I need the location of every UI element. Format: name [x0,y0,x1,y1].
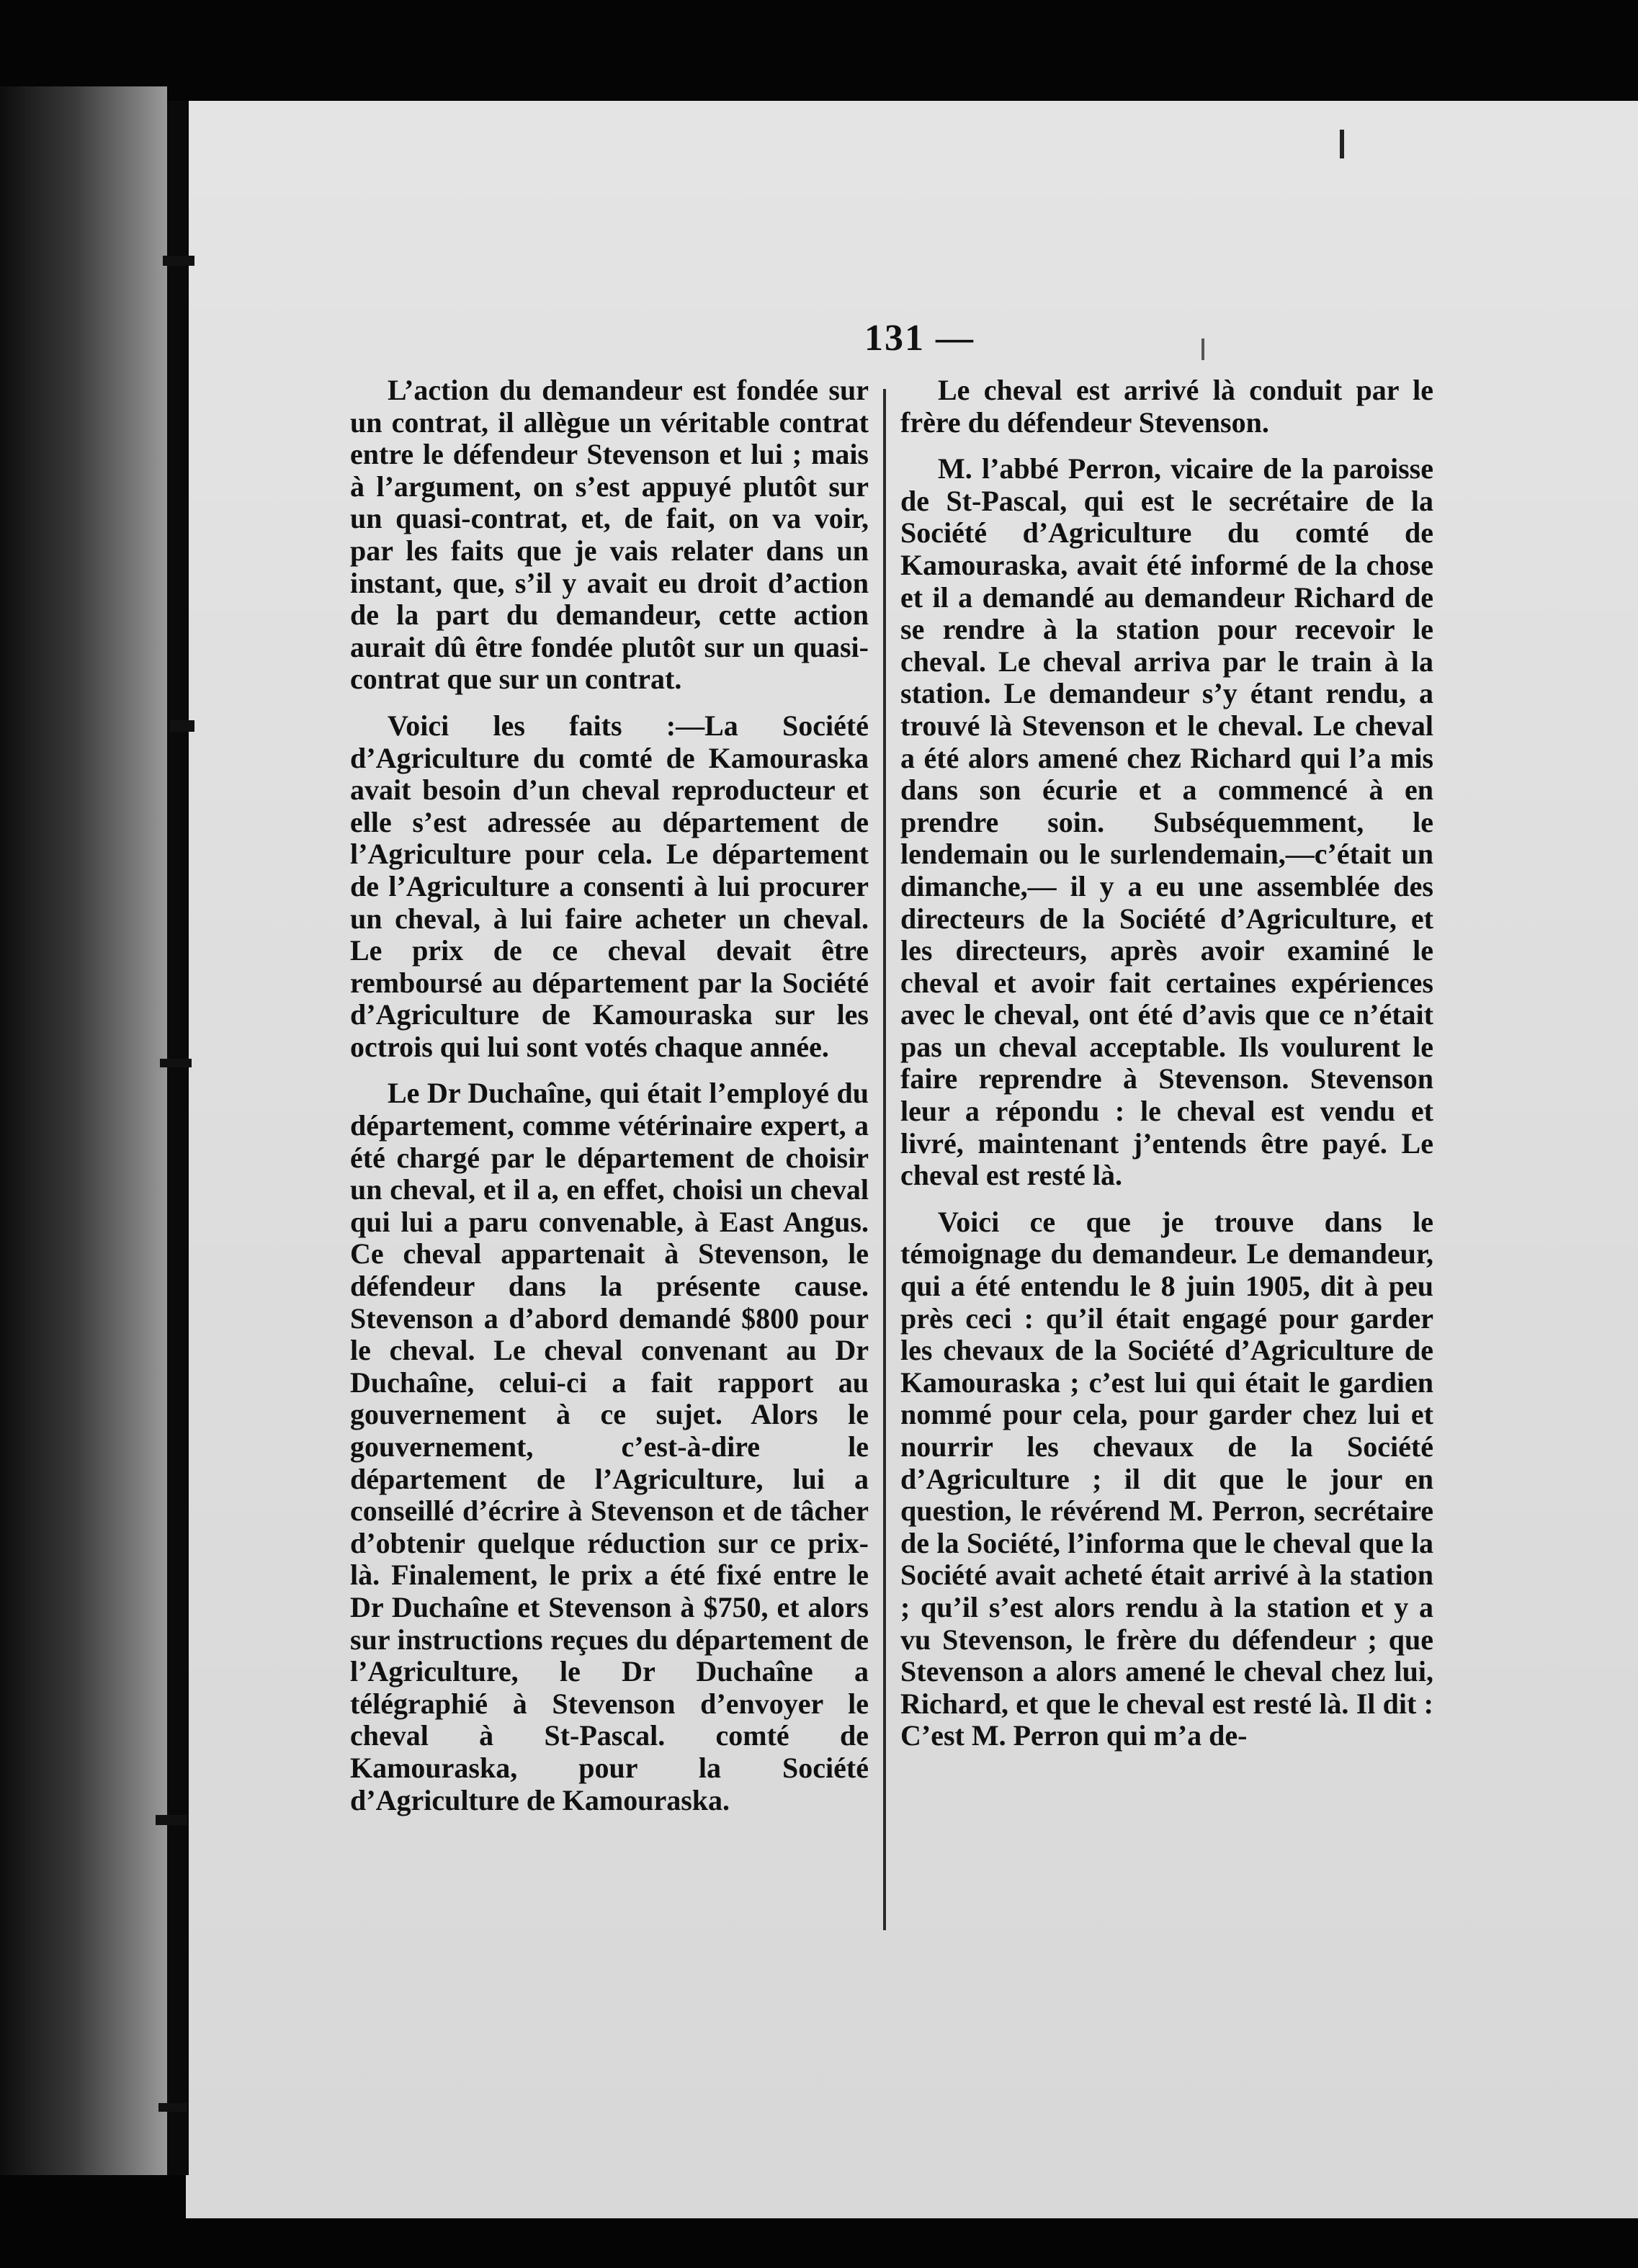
paragraph: Le Dr Duchaîne, qui était l’employé du département, comme vétérinaire expert, a été chargé par le département de choisir un cheval, et il a, en effet, choisi un cheval qui lui a paru convenable, à East Angus. Ce cheval appartenait à Stevenson, le défendeur dans la présente cause. Stevenson a d’abord demandé $800 pour le cheval. Le cheval convenant au Dr Duchaîne, celui-ci a fait rapport au gouvernement à ce sujet. Alors le gouvernement, c’est-à-dire le département de l’Agriculture, lui a conseillé d’écrire à Stevenson et de tâcher d’obtenir quelque réduction sur ce prix-là. Finalement, le prix a été fixé entre le Dr Duchaîne et Stevenson à $750, et alors sur instructions reçues du département de l’Agriculture, le Dr Duchaîne a télégraphié à Stevenson d’envoyer le cheval à St-Pascal. comté de Kamouraska, pour la Société d’Agriculture de Kamouraska. [350,1077,869,1816]
paragraph: Voici ce que je trouve dans le témoignage du demandeur. Le demandeur, qui a été entendu le 8 juin 1905, dit à peu près ceci : qu’il était engagé pour garder les chevaux de la Société d’Agriculture de Kamouraska ; c’est lui qui était le gardien nommé pour cela, pour garder chez lui et nourrir les chevaux de la Société d’Agriculture ; il dit que le jour en question, le révérend M. Perron, secrétaire de la Société, l’informa que le cheval que la Société avait acheté était arrivé à la station ; qu’il s’est alors rendu à la station et y a vu Stevenson, le frère du défendeur ; que Stevenson a alors amené le cheval chez lui, Richard, et que le cheval est resté là. Il dit : C’est M. Perron qui m’a de- [900,1205,1433,1752]
paragraph: Voici les faits :—La Société d’Agriculture du comté de Kamouraska avait besoin d’un cheval reproducteur et elle s’est adressée au département de l’Agriculture pour cela. Le département de l’Agriculture a consenti à lui procurer un cheval, à lui faire acheter un cheval. Le prix de ce cheval devait être remboursé au département par la Société d’Agriculture de Kamouraska sur les octrois qui lui sont votés chaque année. [350,709,869,1063]
left-column [350,375,869,1831]
book-spine [167,101,189,2175]
right-column [900,375,1433,1767]
paragraph: M. l’abbé Perron, vicaire de la paroisse de St-Pascal, qui est le secrétaire de la Société d’Agriculture du comté de Kamouraska, avait été informé de la chose et il a demandé au demandeur Richard de se rendre à la station pour recevoir le cheval. Le cheval arriva par le train à la station. Le demandeur s’y étant rendu, a trouvé là Stevenson et le cheval. Le cheval a été alors amené chez Richard qui l’a mis dans son écurie et a commencé à en prendre soin. Subséquemment, le lendemain ou le surlendemain,—c’était un dimanche,— il y a eu une assemblée des directeurs de la Société d’Agriculture, et les directeurs, après avoir examiné le cheval et avoir fait certaines expériences avec le cheval, ont été d’avis que ce n’était pas un cheval acceptable. Ils voulurent le faire reprendre à Stevenson. Stevenson leur a répondu : le cheval est vendu et livré, maintenant j’entends être payé. Le cheval est resté là. [900,452,1433,1192]
paragraph: Le cheval est arrivé là conduit par le frère du défendeur Stevenson. [900,374,1433,439]
scan-left-margin [0,86,167,2175]
paragraph: L’action du demandeur est fondée sur un contrat, il allègue un véritable contrat entre le défendeur Stevenson et lui ; mais à l’argument, on s’est appuyé plutôt sur un quasi-contrat, et, de fait, on va voir, par les faits que je vais relater dans un instant, que, s’il y avait eu droit d’action de la part du demandeur, cette action aurait dû être fondée plutôt sur un quasi-contrat que sur un contrat. [350,374,869,696]
page-number: 131 — [864,318,975,359]
column-divider [883,389,886,1930]
